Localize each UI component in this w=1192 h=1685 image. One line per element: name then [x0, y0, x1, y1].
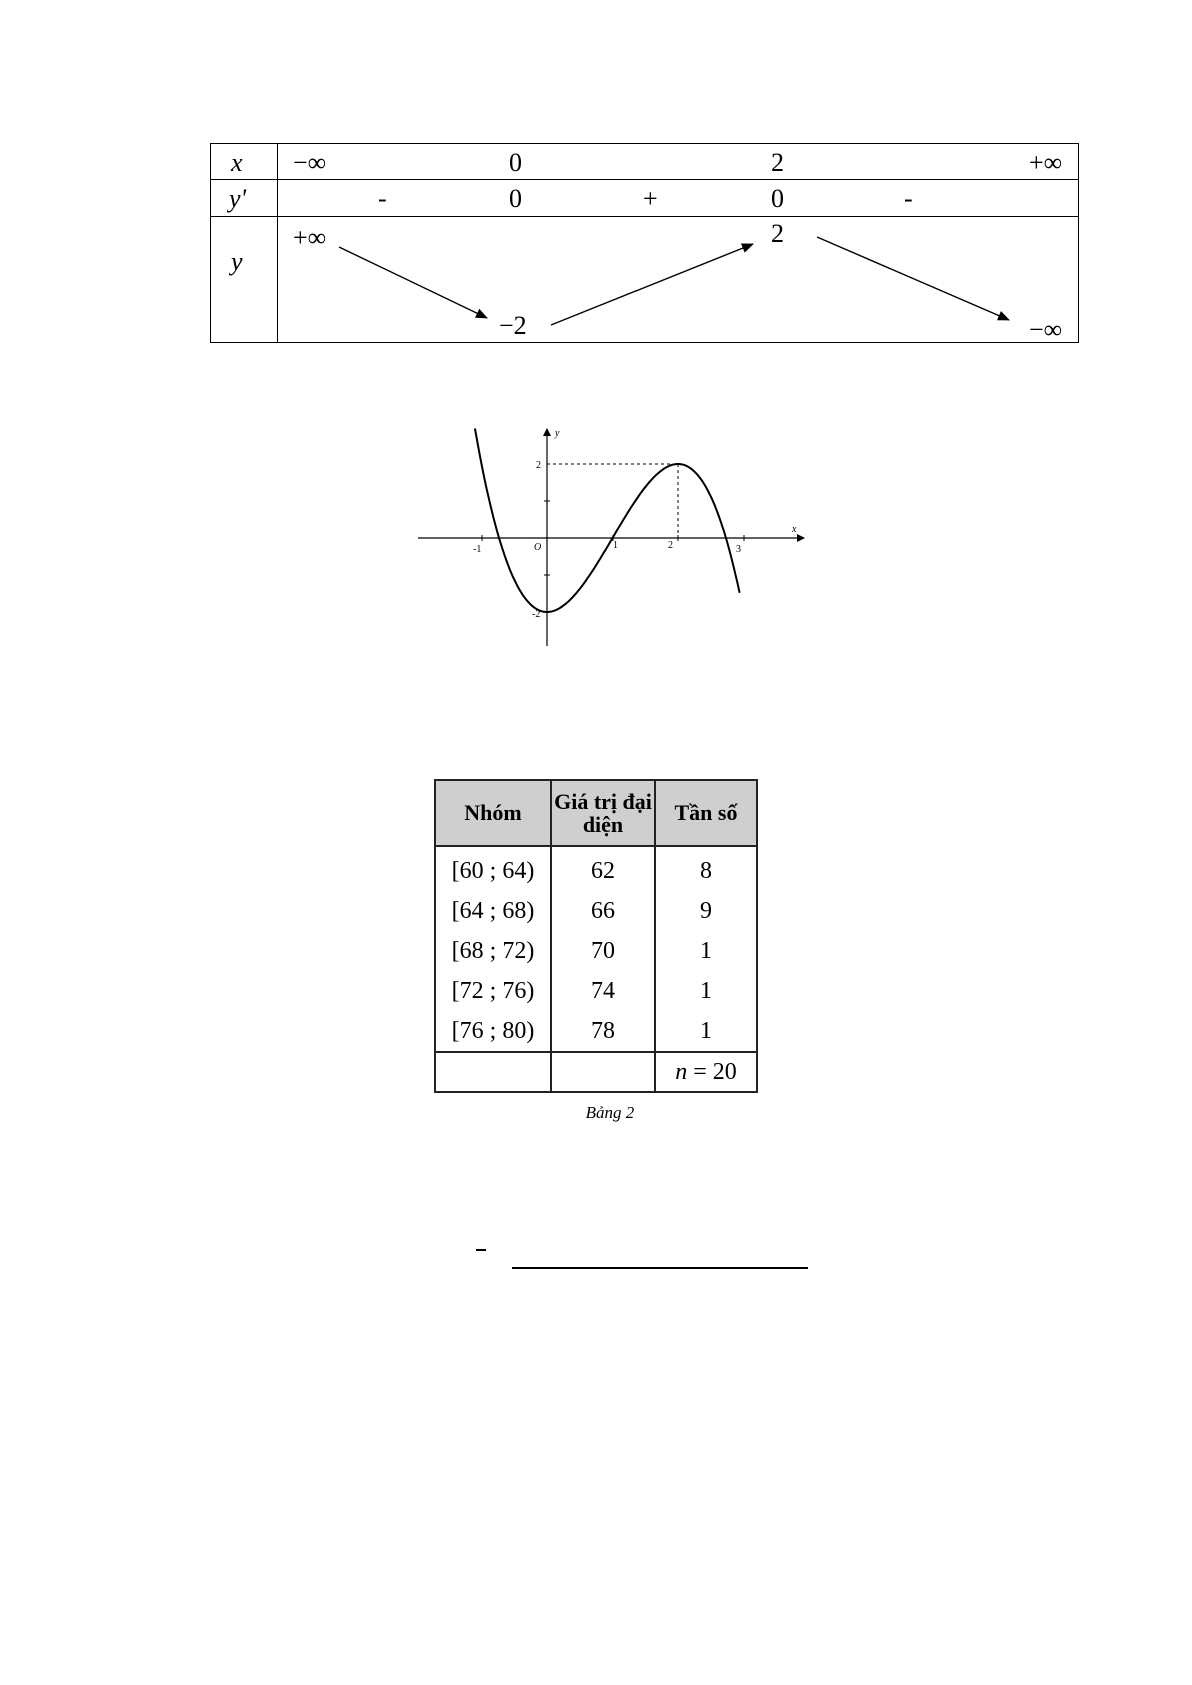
frequency-table	[434, 779, 758, 1093]
table-row	[435, 1011, 757, 1052]
table-header-row	[435, 780, 757, 846]
yprime-sign-pos: +	[643, 184, 658, 213]
decreasing-arrow-2	[817, 237, 1009, 320]
value-cell: 70	[551, 931, 655, 971]
frequency-cell: 9	[655, 891, 757, 931]
origin-label: O	[534, 542, 542, 553]
table-row	[435, 971, 757, 1011]
x-zero: 0	[509, 148, 522, 177]
frequency-cell: 1	[655, 971, 757, 1011]
cubic-function-graph	[410, 420, 810, 650]
header-frequency: Tần số	[655, 780, 757, 846]
y-end-neg-infinity: −∞	[1029, 315, 1063, 344]
value-cell: 66	[551, 891, 655, 931]
total-value: = 20	[687, 1058, 737, 1085]
total-empty-cell-2	[551, 1052, 655, 1092]
yprime-row	[211, 180, 1078, 217]
group-cell: [68 ; 72)	[435, 931, 551, 971]
total-row	[435, 1052, 757, 1092]
table-caption: Bảng 2	[585, 1103, 635, 1122]
total-variable: n	[675, 1058, 688, 1085]
y-max-value: 2	[771, 219, 784, 248]
group-cell: [60 ; 64)	[435, 846, 551, 891]
frequency-cell: 1	[655, 931, 757, 971]
yprime-zero-1: 0	[509, 184, 522, 213]
x-row	[211, 144, 1078, 180]
yprime-sign-neg-1: -	[378, 184, 387, 213]
value-cell: 62	[551, 846, 655, 891]
variation-arrows	[211, 217, 1077, 342]
x-tick-label-3: 3	[736, 544, 741, 555]
y-tick-label-neg2: -2	[532, 609, 541, 620]
x-pos-infinity: +∞	[1029, 148, 1063, 177]
x-two: 2	[771, 148, 784, 177]
table-row	[435, 931, 757, 971]
fraction-line	[512, 1267, 808, 1269]
y-tick-label-2: 2	[536, 460, 541, 471]
function-curve	[475, 428, 740, 612]
header-representative-value: Giá trị đại diện	[551, 780, 655, 846]
group-cell: [64 ; 68)	[435, 891, 551, 931]
value-cell: 78	[551, 1011, 655, 1052]
total-empty-cell-1	[435, 1052, 551, 1092]
decreasing-arrow-1	[339, 247, 487, 318]
x-tick-label-neg1: -1	[473, 544, 482, 555]
mean-bar-mark	[476, 1249, 486, 1251]
header-group: Nhóm	[435, 780, 551, 846]
yprime-sign-neg-2: -	[904, 184, 913, 213]
yprime-row-label: y'	[229, 184, 247, 213]
frequency-table-block	[434, 779, 756, 1123]
group-cell: [76 ; 80)	[435, 1011, 551, 1052]
table-row	[435, 846, 757, 891]
x-row-label: x	[231, 148, 243, 177]
group-cell: [72 ; 76)	[435, 971, 551, 1011]
y-min-value: −2	[499, 311, 527, 340]
frequency-cell: 1	[655, 1011, 757, 1052]
x-tick-label-2: 2	[668, 540, 673, 551]
x-tick-label-1: 1	[613, 540, 618, 551]
frequency-cell: 8	[655, 846, 757, 891]
value-cell: 74	[551, 971, 655, 1011]
x-neg-infinity: −∞	[293, 148, 327, 177]
y-row-label: y	[231, 247, 243, 276]
variation-table	[210, 143, 1079, 343]
x-axis-label: x	[792, 524, 797, 535]
total-cell	[655, 1052, 757, 1092]
increasing-arrow	[551, 244, 753, 325]
y-axis-label: y	[555, 428, 560, 439]
y-start-pos-infinity: +∞	[293, 223, 327, 252]
yprime-zero-2: 0	[771, 184, 784, 213]
table-row	[435, 891, 757, 931]
